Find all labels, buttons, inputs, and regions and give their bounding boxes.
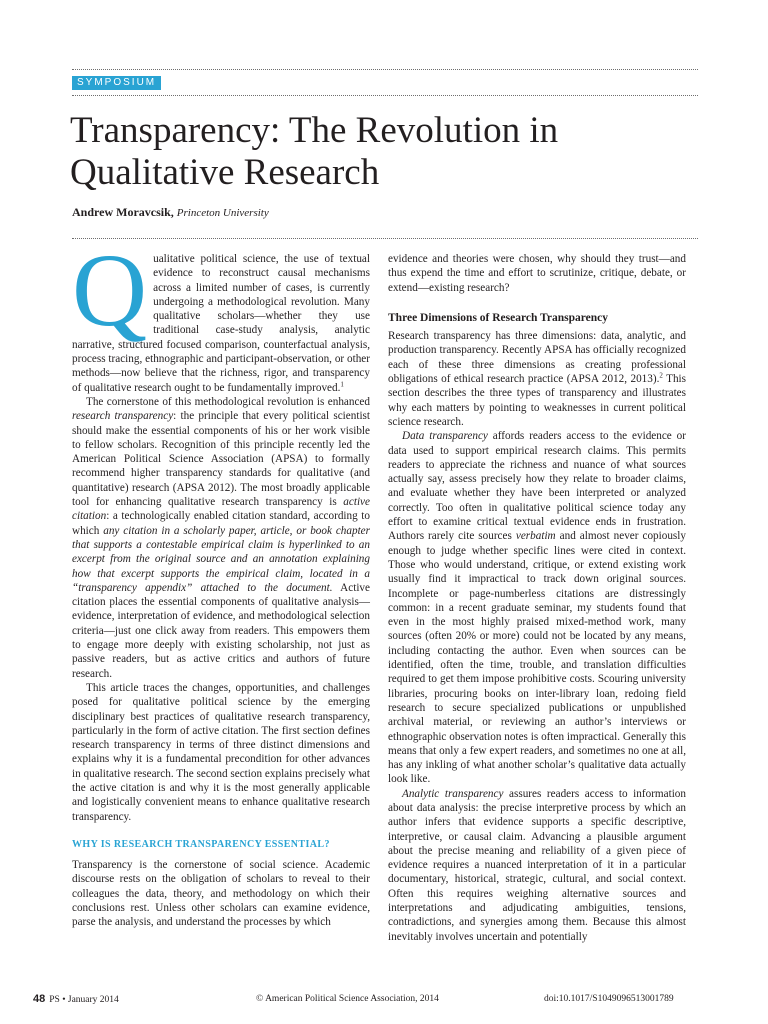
author-name: Andrew Moravcsik,	[72, 205, 174, 219]
subsection-heading: Three Dimensions of Research Transparency	[388, 311, 608, 324]
body-paragraph: evidence and theories were chosen, why should they trust—and thus expend the time and effort to scrutinize, critique, debate, or extend—existing research?	[388, 253, 686, 294]
byline-rule	[72, 238, 698, 239]
doi: doi:10.1017/S1049096513001789	[544, 994, 674, 1004]
intro-paragraph: Qualitative political science, the use of textual evidence to reconstruct causal mechanisms across a limited number of cases, is currently undergoing a methodological revolution. Many qualitative scholars—whether they use traditional case-study analysis, analytic narrative, structured focused comparison, counterfactual analysis, process tracing, ethnographic and participant-observation, or other methods—now believe that the richness, rigor, and transparency of qualitative research ought to be fundamentally improved.$^1$	[72, 233, 370, 394]
body-paragraph: Data transparency affords readers access to the evidence or data used to support empirical research claims. This permits readers to appreciate the richness and nuance of what sources actually say, assess precisely how they relate to broader claims, and evaluate whether they have been interpreted or analyzed correctly. Too often in qualitative political science today any effort to examine critical textual evidence ends in frustration. Authors rarely cite sources verbatim and almost never copiously enough to judge whether specific lines were cited in context. Those who would understand, critique, or extend existing work usually find it impractical to track down original sources. Incomplete or page-numberless citations are distressingly common: in a recent graduate seminar, my students found that even in the most highly praised mixed-method work, many sources (often 20% or more) could not be located by any means, including contacting the author. Even when sources can be identified, often the time, trouble, and translation difficulties required to get them impose prohibitive costs. Scouring university libraries, procuring books on inter-library loan, redoing field research to secure specialized publications or unpublished archival material, or reviewing an author’s interviews or ethnographic observation notes is often impractical. Generally this means that only a few expert readers, and sometimes no one at all, has any inkling of what another scholar’s qualitative data actually look like.	[388, 430, 686, 786]
page-number: 48	[33, 993, 46, 1005]
kicker-rule	[72, 95, 698, 96]
right-column	[388, 252, 686, 944]
article-title: Transparency: The Revolution in Qualitative Research	[70, 110, 559, 193]
footnote-ref-2: 2	[659, 371, 663, 380]
section-heading: WHY IS RESEARCH TRANSPARENCY ESSENTIAL?	[72, 838, 330, 850]
page-footer	[0, 993, 768, 1009]
journal-issue: PS • January 2014	[49, 995, 119, 1005]
body-paragraph: Analytic transparency assures readers access to information about data analysis: the precise interpretive process by which an author infers that evidence supports a specific descriptive, interpretive, or causal claim. Advancing a plausible argument about the precise meaning and reliability of a given piece of evidence requires a nuanced interpretation of it in a particular documentary, historical, strategic, cultural, and social context. Often this requires weighing alternative sources and interpretations and adjudicating ambiguities, tensions, contradictions, and synergies among them. Because this almost inevitably involves uncertain and potentially	[388, 787, 686, 943]
drop-cap: Q	[72, 233, 148, 348]
footnote-ref-1: 1	[340, 379, 344, 388]
body-paragraph: This article traces the changes, opportunities, and challenges posed for qualitative political science by the emerging disciplinary best practices of qualitative research transparency, particularly in the form of active citation. The first section defines research transparency in terms of three distinct dimensions and explains why it is a fundamental precondition for other advances in qualitative research. The second section explains precisely what the active citation is and why it is the most generally applicable and logistically convenient means to enhance qualitative research transparency.	[72, 681, 370, 823]
body-paragraph: Transparency is the cornerstone of social science. Academic discourse rests on the obligation of scholars to reveal to their colleagues the data, theory, and methodology on which their conclusions rest. Unless other scholars can examine evidence, parse the analysis, and understand the processes by which	[72, 859, 370, 929]
section-label: SYMPOSIUM	[72, 76, 161, 90]
body-paragraph: The cornerstone of this methodological revolution is enhanced research transparency: the principle that every political scientist should make the essential components of his or her work visible to fellow scholars. Recognition of this principle recently led the American Political Science Association (APSA) to formally recommend higher transparency standards for qualitative (and quantitative) research (APSA 2012). The most broadly applicable tool for enhancing qualitative research transparency is active citation: a technologically enabled citation standard, according to which any citation in a scholarly paper, article, or book chapter that supports a contestable empirical claim is hyperlinked to an excerpt from the original source and an annotation explaining how that excerpt supports the empirical claim, located in a “transparency appendix” attached to the document. Active citation places the essential components of qualitative analysis—evidence, interpretation of evidence, and methodological selection criteria—just one click away from readers. This empowers them to engage more deeply with existing scholarship, not just as passive readers, but as active critics and authors of future research.	[72, 395, 371, 680]
body-paragraph: Research transparency has three dimensions: data, analytic, and production transparency. Recently APSA has officially recognized each of these three dimensions as creating professional obligations of ethical research practice (APSA 2012, 2013).$^2$ This section describes the three types of transparency and illustrates why each matters by pointing to weaknesses in current political science research.	[388, 330, 687, 428]
copyright: © American Political Science Association, 2014	[256, 994, 439, 1004]
author-affiliation: Princeton University	[176, 207, 269, 219]
footer-left	[33, 993, 119, 1005]
top-rule	[72, 69, 698, 70]
left-column	[72, 233, 371, 930]
byline	[72, 205, 269, 220]
